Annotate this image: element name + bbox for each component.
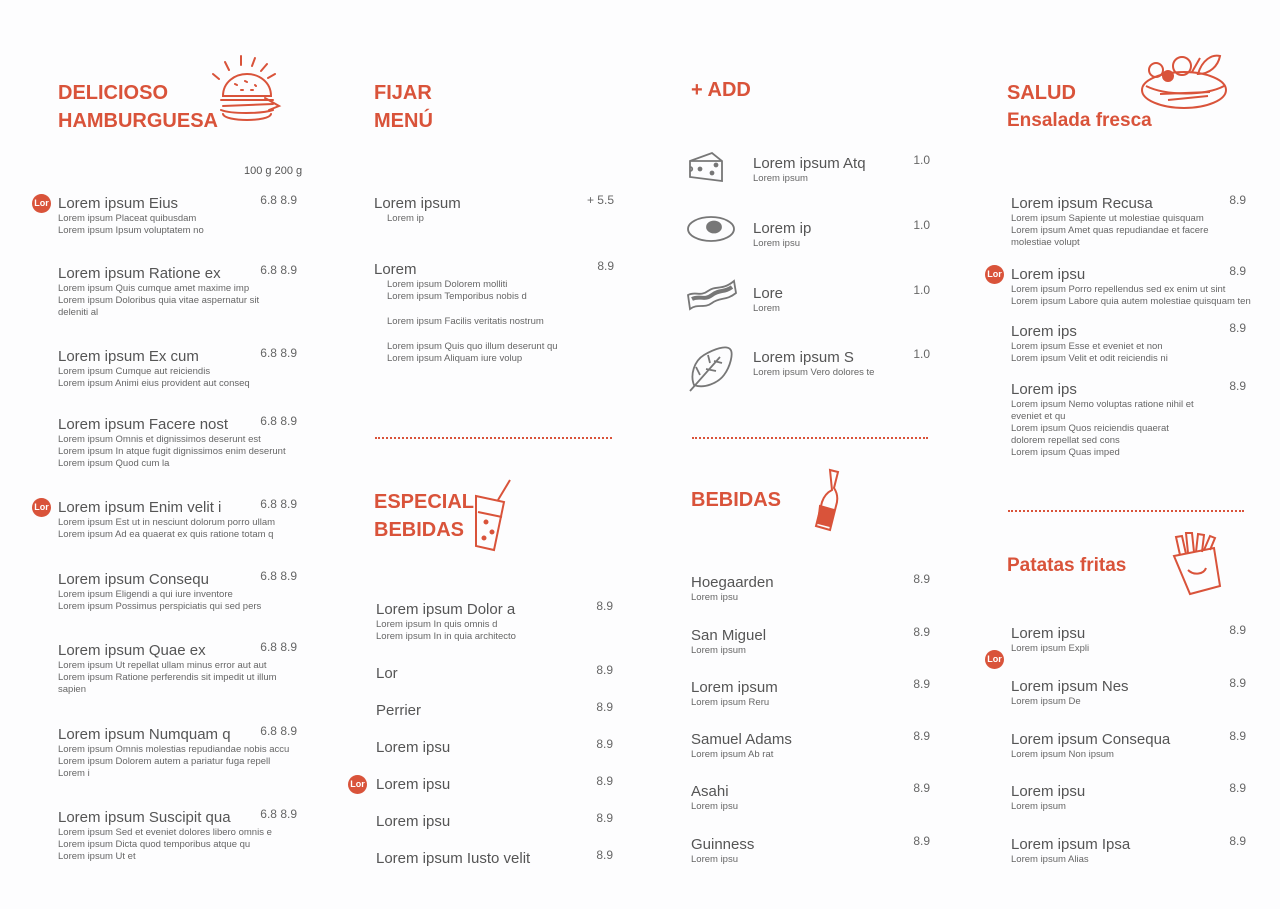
item-description: Lorem ipsum Expli bbox=[1011, 643, 1090, 654]
menu-item[interactable] bbox=[691, 731, 792, 761]
item-description: Lorem ipsum Sapiente ut molestiae quisquam bbox=[1011, 213, 1204, 224]
item-description: Lorem ipsum Est ut in nesciunt dolorum porro ullam bbox=[58, 517, 276, 528]
item-description: Lorem ipsum Amet quas repudiandae et facere bbox=[1011, 225, 1209, 236]
item-name: Lorem ipsum Nes bbox=[1011, 678, 1129, 695]
item-price: 8.9 bbox=[1229, 321, 1246, 335]
menu-item[interactable] bbox=[376, 702, 421, 720]
item-name: Lorem ipsum Eius bbox=[58, 195, 179, 212]
burger-icon bbox=[205, 52, 285, 132]
menu-item[interactable] bbox=[58, 642, 277, 696]
item-description: sapien bbox=[58, 684, 86, 695]
divider bbox=[692, 437, 928, 439]
item-name: Lore bbox=[753, 285, 784, 302]
item-price: 6.8 8.9 bbox=[260, 346, 297, 360]
item-name: Lorem ipsum Enim velit i bbox=[58, 499, 222, 516]
item-description: Lorem ipsum Ratione perferendis sit impedit ut illum bbox=[58, 672, 277, 683]
title-line: BEBIDAS bbox=[374, 519, 465, 541]
item-description: Lorem ipsum Esse et eveniet et non bbox=[1011, 341, 1163, 352]
menu-item[interactable] bbox=[58, 499, 275, 541]
cheese-icon bbox=[686, 149, 726, 190]
item-description: Lorem ipsum Vero dolores te bbox=[753, 367, 875, 378]
item-description: Lorem ipsum Labore quia autem molestiae quisquam ten bbox=[1011, 296, 1251, 307]
item-name: Lorem ipsu bbox=[376, 776, 451, 793]
item-price: 6.8 8.9 bbox=[260, 569, 297, 583]
item-price: 8.9 bbox=[913, 781, 930, 795]
item-description: Lorem ipsum Dolorem molliti bbox=[387, 279, 508, 290]
fijar-section-title bbox=[374, 79, 433, 135]
item-description: Lorem ipsum In atque fugit dignissimos enim deserunt bbox=[58, 446, 286, 457]
item-name: Lorem ips bbox=[1011, 323, 1077, 340]
item-price: 8.9 bbox=[596, 811, 613, 825]
item-name: Lorem ipsum Ipsa bbox=[1011, 836, 1131, 853]
item-description: Lorem ipsum Ut repellat ullam minus error aut aut bbox=[58, 660, 267, 671]
badge: Lor bbox=[32, 498, 51, 517]
item-description: Lorem ipsum Omnis et dignissimos deserunt est bbox=[58, 434, 261, 445]
item-price: 8.9 bbox=[1229, 264, 1246, 278]
item-description: Lorem ipsum In in quia architecto bbox=[376, 631, 516, 642]
menu-item[interactable] bbox=[58, 809, 272, 863]
title-line: HAMBURGUESA bbox=[58, 110, 218, 132]
item-price: 8.9 bbox=[1229, 379, 1246, 393]
badge: Lor bbox=[985, 650, 1004, 669]
item-price: 6.8 8.9 bbox=[260, 807, 297, 821]
item-description: dolorem repellat sed cons bbox=[1011, 435, 1120, 446]
item-name: Lorem ipsu bbox=[1011, 266, 1086, 283]
item-name: Hoegaarden bbox=[691, 574, 774, 591]
item-description: Lorem ipsum Ab rat bbox=[691, 749, 774, 760]
menu-item[interactable] bbox=[58, 726, 289, 780]
item-price: 8.9 bbox=[1229, 729, 1246, 743]
item-description bbox=[374, 303, 558, 316]
item-description: Lorem ipsum Quis cumque amet maxime imp bbox=[58, 283, 250, 294]
item-name: Perrier bbox=[376, 702, 422, 719]
item-price: 8.9 bbox=[596, 700, 613, 714]
burger-section-title bbox=[58, 79, 218, 135]
menu-item[interactable] bbox=[1011, 266, 1251, 308]
menu-item[interactable] bbox=[1011, 783, 1085, 813]
item-description: Lorem ipsum Placeat quibusdam bbox=[58, 213, 197, 224]
item-description: Lorem ipsum Possimus perspiciatis qui sed pers bbox=[58, 601, 262, 612]
item-price: 8.9 bbox=[1229, 676, 1246, 690]
menu-item[interactable] bbox=[374, 195, 461, 225]
item-price: 6.8 8.9 bbox=[260, 263, 297, 277]
item-description: Lorem ipsum Temporibus nobis d bbox=[387, 291, 527, 302]
item-description: Lorem ipsum Alias bbox=[1011, 854, 1089, 865]
menu-item[interactable] bbox=[376, 813, 450, 831]
salud-section-title bbox=[1007, 79, 1152, 135]
menu-item[interactable] bbox=[376, 850, 530, 868]
menu-item[interactable] bbox=[691, 836, 754, 866]
item-price: 8.9 bbox=[1229, 781, 1246, 795]
item-price: 8.9 bbox=[597, 259, 614, 273]
menu-item[interactable] bbox=[1011, 625, 1089, 655]
item-price: 1.0 bbox=[913, 283, 930, 297]
item-price: 6.8 8.9 bbox=[260, 193, 297, 207]
item-description: Lorem ipsum Doloribus quia vitae aspernatur sit bbox=[58, 295, 260, 306]
item-name: Samuel Adams bbox=[691, 731, 792, 748]
item-name: Lorem bbox=[374, 261, 417, 278]
menu-item[interactable] bbox=[753, 155, 866, 185]
egg-icon bbox=[686, 214, 738, 249]
item-price: 8.9 bbox=[596, 848, 613, 862]
item-description: Lorem ipsum bbox=[691, 645, 746, 656]
item-description: Lorem ipsum Aliquam iure volup bbox=[387, 353, 523, 364]
item-description bbox=[374, 328, 558, 341]
item-name: Lorem ipsum Consequa bbox=[1011, 731, 1171, 748]
menu-item[interactable] bbox=[691, 627, 766, 657]
drink-glass-icon bbox=[468, 478, 516, 554]
item-description: Lorem ipsu bbox=[753, 238, 800, 249]
sizes-label: 100 g 200 g bbox=[244, 165, 303, 177]
item-name: San Miguel bbox=[691, 627, 767, 644]
item-name: Lorem ipsu bbox=[376, 739, 451, 756]
item-description: Lorem i bbox=[58, 768, 90, 779]
item-description: Lorem ipsum Ipsum voluptatem no bbox=[58, 225, 204, 236]
item-name: Lorem ipsum Numquam q bbox=[58, 726, 231, 743]
bottle-icon bbox=[810, 468, 846, 534]
item-price: 8.9 bbox=[913, 625, 930, 639]
item-name: Lorem ipsum Facere nost bbox=[58, 416, 229, 433]
item-description: Lorem ipsum Quas imped bbox=[1011, 447, 1120, 458]
item-price: 8.9 bbox=[596, 599, 613, 613]
item-description: Lorem ipsum Dolorem autem a pariatur fuga repell bbox=[58, 756, 271, 767]
item-name: Lorem ipsu bbox=[1011, 783, 1086, 800]
patatas-section-title: Patatas fritas bbox=[1007, 555, 1127, 576]
item-description: Lorem ipsum In quis omnis d bbox=[376, 619, 498, 630]
menu-item[interactable] bbox=[1011, 836, 1130, 866]
menu-item[interactable] bbox=[1011, 195, 1209, 249]
item-description: molestiae volupt bbox=[1011, 237, 1080, 248]
menu-item[interactable] bbox=[376, 601, 516, 643]
bacon-icon bbox=[686, 279, 738, 316]
item-description: Lorem ipsu bbox=[691, 801, 738, 812]
item-name: Lorem ipsum S bbox=[753, 349, 854, 366]
badge: Lor bbox=[32, 194, 51, 213]
item-name: Lorem ipsum Iusto velit bbox=[376, 850, 531, 867]
item-price: + 5.5 bbox=[586, 193, 614, 207]
badge: Lor bbox=[348, 775, 367, 794]
item-price: 6.8 8.9 bbox=[260, 414, 297, 428]
item-price: 6.8 8.9 bbox=[260, 724, 297, 738]
menu-item[interactable] bbox=[58, 416, 286, 470]
item-name: Lorem ipsum Quae ex bbox=[58, 642, 206, 659]
title-line: MENÚ bbox=[374, 110, 433, 132]
item-price: 8.9 bbox=[913, 677, 930, 691]
item-price: 8.9 bbox=[596, 737, 613, 751]
item-description: Lorem ipsum Facilis veritatis nostrum bbox=[387, 316, 544, 327]
item-name: Asahi bbox=[691, 783, 729, 800]
item-price: 6.8 8.9 bbox=[260, 497, 297, 511]
item-price: 8.9 bbox=[913, 572, 930, 586]
lettuce-icon bbox=[686, 343, 736, 398]
badge: Lor bbox=[985, 265, 1004, 284]
menu-item[interactable] bbox=[691, 679, 778, 709]
item-name: Lor bbox=[376, 665, 398, 682]
item-name: Lorem ipsu bbox=[1011, 625, 1086, 642]
item-name: Lorem ipsum Consequ bbox=[58, 571, 209, 588]
item-description: Lorem ipsum Porro repellendus sed ex enim ut sint bbox=[1011, 284, 1226, 295]
title-line: SALUD bbox=[1007, 82, 1076, 104]
menu-item[interactable] bbox=[376, 776, 450, 794]
item-name: Lorem ipsum Ex cum bbox=[58, 348, 199, 365]
divider bbox=[375, 437, 612, 439]
item-name: Lorem ipsum Recusa bbox=[1011, 195, 1153, 212]
item-description: Lorem ipsum De bbox=[1011, 696, 1081, 707]
menu-item[interactable] bbox=[691, 783, 738, 813]
item-name: Lorem ipsum bbox=[374, 195, 461, 212]
item-price: 1.0 bbox=[913, 218, 930, 232]
item-description: Lorem ipsum Sed et eveniet dolores libero omnis e bbox=[58, 827, 272, 838]
especial-section-title bbox=[374, 488, 474, 544]
item-price: 8.9 bbox=[1229, 193, 1246, 207]
salad-bowl-icon bbox=[1138, 50, 1234, 114]
item-price: 8.9 bbox=[1229, 834, 1246, 848]
item-description: Lorem ipsum Ad ea quaerat ex quis ratione totam q bbox=[58, 529, 274, 540]
item-description: Lorem ipsum Reru bbox=[691, 697, 770, 708]
item-name: Lorem ipsum Suscipit qua bbox=[58, 809, 231, 826]
item-price: 1.0 bbox=[913, 347, 930, 361]
item-description: Lorem bbox=[753, 303, 780, 314]
menu-item[interactable] bbox=[58, 265, 259, 319]
menu-item[interactable] bbox=[58, 348, 250, 390]
item-price: 8.9 bbox=[913, 729, 930, 743]
menu-item[interactable] bbox=[1011, 731, 1170, 761]
fries-icon bbox=[1168, 530, 1224, 596]
item-name: Lorem ipsum Ratione ex bbox=[58, 265, 221, 282]
divider bbox=[1008, 510, 1244, 512]
item-name: Lorem ipsum Dolor a bbox=[376, 601, 516, 618]
item-description: eveniet et qu bbox=[1011, 411, 1066, 422]
menu-item[interactable] bbox=[691, 574, 774, 604]
menu-item[interactable] bbox=[376, 665, 398, 683]
item-description: Lorem ipsum Animi eius provident aut conseq bbox=[58, 378, 250, 389]
item-description: Lorem ipsu bbox=[691, 854, 738, 865]
item-price: 8.9 bbox=[1229, 623, 1246, 637]
item-description: deleniti al bbox=[58, 307, 99, 318]
menu-item[interactable] bbox=[58, 571, 261, 613]
menu-item[interactable] bbox=[1011, 323, 1168, 365]
item-description: Lorem ipsum Quis quo illum deserunt qu bbox=[387, 341, 558, 352]
item-description: Lorem ipsum Eligendi a qui iure inventore bbox=[58, 589, 233, 600]
item-description: Lorem ipsum Velit et odit reiciendis ni bbox=[1011, 353, 1168, 364]
menu-item[interactable] bbox=[753, 285, 783, 315]
menu-item[interactable] bbox=[753, 349, 874, 379]
menu-item[interactable] bbox=[58, 195, 204, 237]
item-price: 8.9 bbox=[596, 774, 613, 788]
item-name: Lorem ip bbox=[753, 220, 812, 237]
item-name: Lorem ipsum bbox=[691, 679, 778, 696]
item-description: Lorem ip bbox=[387, 213, 424, 224]
item-price: 1.0 bbox=[913, 153, 930, 167]
item-description: Lorem ipsum bbox=[753, 173, 808, 184]
item-description: Lorem ipsu bbox=[691, 592, 738, 603]
item-name: Lorem ipsum Atq bbox=[753, 155, 866, 172]
item-price: 8.9 bbox=[596, 663, 613, 677]
title-line: DELICIOSO bbox=[58, 82, 169, 104]
item-name: Guinness bbox=[691, 836, 755, 853]
bebidas-section-title: BEBIDAS bbox=[691, 489, 782, 511]
item-description: Lorem ipsum Quos reiciendis quaerat bbox=[1011, 423, 1169, 434]
item-name: Lorem ipsu bbox=[376, 813, 451, 830]
item-name: Lorem ips bbox=[1011, 381, 1077, 398]
item-price: 8.9 bbox=[913, 834, 930, 848]
item-description: Lorem ipsum Dicta quod temporibus atque qu bbox=[58, 839, 251, 850]
title-line: ESPECIAL bbox=[374, 491, 475, 513]
menu-item[interactable] bbox=[376, 739, 450, 757]
add-section-title: + ADD bbox=[691, 79, 751, 101]
item-description: Lorem ipsum Ut et bbox=[58, 851, 136, 862]
item-description: Lorem ipsum Quod cum la bbox=[58, 458, 170, 469]
item-description: Lorem ipsum Non ipsum bbox=[1011, 749, 1114, 760]
menu-item[interactable] bbox=[1011, 678, 1129, 708]
item-description: Lorem ipsum Nemo voluptas ratione nihil et bbox=[1011, 399, 1194, 410]
item-description: Lorem ipsum Cumque aut reiciendis bbox=[58, 366, 211, 377]
menu-item[interactable] bbox=[374, 261, 558, 365]
item-description: Lorem ipsum bbox=[1011, 801, 1066, 812]
title-subtitle: Ensalada fresca bbox=[1007, 110, 1152, 131]
menu-item[interactable] bbox=[1011, 381, 1194, 459]
title-line: FIJAR bbox=[374, 82, 432, 104]
item-price: 6.8 8.9 bbox=[260, 640, 297, 654]
menu-item[interactable] bbox=[753, 220, 811, 250]
item-description: Lorem ipsum Omnis molestias repudiandae nobis accu bbox=[58, 744, 290, 755]
